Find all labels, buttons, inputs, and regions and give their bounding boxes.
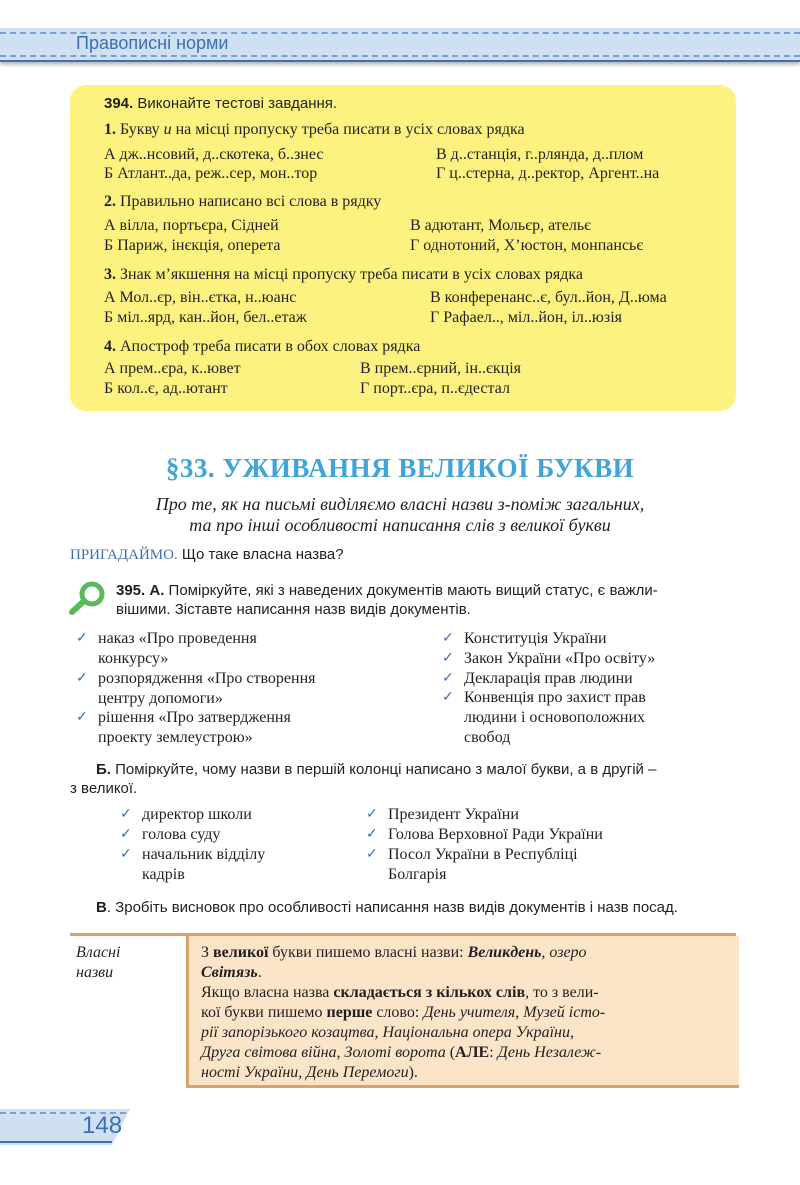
exercise-395-line1 bbox=[116, 581, 658, 600]
check-icon: ✓ bbox=[366, 847, 378, 862]
rule-text: З bbox=[201, 944, 214, 961]
rule-example: , озеро bbox=[541, 944, 587, 961]
check-icon: ✓ bbox=[120, 847, 132, 862]
answer-g: Г однотоний, Х’юстон, монпансьє bbox=[410, 237, 644, 254]
check-icon: ✓ bbox=[442, 671, 454, 686]
list-item: людини і основоположних bbox=[464, 709, 646, 726]
rule-bold: великої bbox=[213, 944, 269, 961]
answer-g: Г ц..стерна, д..ректор, Аргент..на bbox=[436, 165, 660, 182]
rule-bold: АЛЕ bbox=[455, 1044, 490, 1061]
list-item: директор школи bbox=[142, 806, 252, 823]
question-number: 3. bbox=[104, 266, 116, 283]
list-item: голова суду bbox=[142, 826, 221, 843]
answer-g: Г Рафаел.., міл..йон, іл..юзія bbox=[430, 309, 622, 326]
exercise-text: Виконайте тестові завдання. bbox=[137, 95, 338, 112]
question-text: Правильно написано всі слова в рядку bbox=[120, 193, 382, 210]
exercise-395b-line2: з великої. bbox=[70, 780, 138, 797]
rule-text: . bbox=[257, 964, 262, 981]
answer-v: В конференанс..є, бул..йон, Д..юма bbox=[430, 289, 667, 306]
question-4 bbox=[104, 338, 420, 356]
list-item: конкурсу» bbox=[98, 650, 169, 667]
rule-text: букви пишемо власні назви: bbox=[268, 944, 468, 961]
answer-a: А прем..єра, к..ювет bbox=[104, 360, 241, 377]
rule-line bbox=[201, 944, 587, 962]
check-icon: ✓ bbox=[442, 690, 454, 705]
running-header-title: Правописні норми bbox=[76, 33, 229, 53]
header-dash-bottom bbox=[0, 55, 800, 57]
question-text-cont: на місці пропуску треба писати в усіх словах рядка bbox=[175, 121, 525, 138]
list-item: кадрів bbox=[142, 866, 185, 883]
check-icon: ✓ bbox=[76, 710, 88, 725]
list-item: Болгарія bbox=[388, 866, 447, 883]
check-icon: ✓ bbox=[76, 631, 88, 646]
check-icon: ✓ bbox=[366, 807, 378, 822]
running-header bbox=[0, 28, 800, 62]
list-item: рішення «Про затвердження bbox=[98, 709, 291, 726]
question-number: 2. bbox=[104, 193, 116, 210]
list-item: наказ «Про проведення bbox=[98, 630, 257, 647]
rule-text: кої букви пишемо bbox=[201, 1004, 327, 1021]
list-item: Закон України «Про освіту» bbox=[464, 650, 656, 667]
question-3 bbox=[104, 266, 583, 284]
rule-line bbox=[201, 984, 599, 1002]
exercise-394 bbox=[104, 95, 337, 112]
magnifier-icon bbox=[68, 580, 108, 616]
rule-label-line1: Власні bbox=[76, 944, 121, 961]
rule-text: ). bbox=[408, 1064, 418, 1081]
answer-b: Б міл..ярд, кан..йон, бел..етаж bbox=[104, 309, 307, 326]
rule-example: ності України, День Перемоги bbox=[201, 1064, 409, 1081]
answer-b: Б Париж, інєкція, оперета bbox=[104, 237, 281, 254]
answer-a: А Мол..єр, він..єтка, н..юанс bbox=[104, 289, 297, 306]
section-subtitle-line1: Про те, як на письмі виділяємо власні назви з-поміж загальних, bbox=[155, 494, 645, 514]
answer-v: В прем..єрний, ін..єкція bbox=[360, 360, 522, 377]
rule-text: , bbox=[336, 1044, 345, 1061]
rule-line bbox=[201, 964, 262, 982]
rule-text: ( bbox=[445, 1044, 456, 1061]
rule-example: Золоті ворота bbox=[344, 1044, 446, 1061]
answer-a: А вілла, портьєра, Сідней bbox=[104, 217, 279, 234]
list-item: Конституція України bbox=[464, 630, 607, 647]
answer-a: А дж..нсовий, д..скотека, б..знес bbox=[104, 146, 324, 163]
exercise-number: 394. bbox=[104, 95, 134, 112]
rule-example: День учителя bbox=[423, 1004, 516, 1021]
exercise-text: . Зробіть висновок про особливості написання назв видів документів і назв посад. bbox=[106, 899, 678, 916]
check-icon: ✓ bbox=[442, 631, 454, 646]
recall-text: Що таке власна назва? bbox=[181, 546, 344, 563]
list-item: Конвенція про захист прав bbox=[464, 689, 646, 706]
rule-bold: складається з кількох слів bbox=[333, 984, 526, 1001]
rule-text: Якщо власна назва bbox=[201, 984, 334, 1001]
exercise-label: В bbox=[96, 899, 107, 916]
rule-text: слово: bbox=[372, 1004, 424, 1021]
question-2 bbox=[104, 193, 381, 211]
check-icon: ✓ bbox=[442, 651, 454, 666]
rule-box bbox=[70, 933, 736, 1088]
exercise-number: 395. А. bbox=[116, 582, 165, 599]
question-1 bbox=[104, 121, 525, 139]
question-number: 4. bbox=[104, 338, 116, 355]
list-item: проекту землеустрою» bbox=[98, 729, 253, 746]
section-subtitle-line2: та про інші особливості написання слів з великої букви bbox=[189, 515, 611, 535]
exercise-395b-line1 bbox=[96, 760, 656, 779]
section-title: §33. УЖИВАННЯ ВЕЛИКОЇ БУКВИ bbox=[165, 453, 635, 483]
answer-b: Б Атлант..да, реж..сер, мон..тор bbox=[104, 165, 318, 182]
exercise-label: Б. bbox=[96, 761, 111, 778]
list-item: Декларація прав людини bbox=[464, 670, 633, 687]
rule-line bbox=[201, 1024, 574, 1042]
rule-label-line2: назви bbox=[76, 964, 114, 981]
answer-b: Б кол..є, ад..ютант bbox=[104, 380, 228, 397]
list-item: розпорядження «Про створення bbox=[98, 670, 316, 687]
rule-line bbox=[201, 1044, 601, 1062]
list-item: Голова Верховної Ради України bbox=[388, 826, 603, 843]
question-text: Букву bbox=[120, 121, 160, 138]
list-item: центру допомоги» bbox=[98, 690, 223, 707]
rule-text: , bbox=[515, 1004, 524, 1021]
list-item: начальник відділу bbox=[142, 846, 266, 863]
exercise-395v bbox=[96, 898, 678, 917]
question-text: Апостроф треба писати в обох словах рядка bbox=[120, 338, 421, 355]
rule-example: Світязь bbox=[201, 964, 258, 981]
rule-line bbox=[201, 1004, 605, 1022]
rule-example: День Незалеж- bbox=[497, 1044, 602, 1061]
rule-text: , то з вели- bbox=[525, 984, 599, 1001]
page-number: 148 bbox=[82, 1112, 123, 1139]
exercise-text: Поміркуйте, які з наведених документів мають вищий статус, є важли- bbox=[168, 582, 658, 599]
question-text: Знак м’якшення на місці пропуску треба писати в усіх словах рядка bbox=[120, 266, 584, 283]
exercise-text: Поміркуйте, чому назви в першій колонці написано з малої букви, а в другій – bbox=[115, 761, 657, 778]
recall-prompt bbox=[70, 546, 344, 564]
answer-v: В д..станція, г..рлянда, д..плом bbox=[436, 146, 644, 163]
list-item: свобод bbox=[464, 729, 511, 746]
rule-text: : bbox=[489, 1044, 498, 1061]
question-letter: и bbox=[163, 121, 172, 138]
rule-example: рії запорізького козацтва, Національна опера України, bbox=[201, 1024, 574, 1041]
check-icon: ✓ bbox=[366, 827, 378, 842]
rule-label-cell bbox=[70, 936, 186, 1088]
rule-example: Великдень bbox=[467, 944, 542, 961]
check-icon: ✓ bbox=[76, 671, 88, 686]
rule-bold: перше bbox=[326, 1004, 373, 1021]
answer-v: В адютант, Мольєр, ательє bbox=[410, 217, 591, 234]
check-icon: ✓ bbox=[120, 827, 132, 842]
rule-example: Друга світова війна bbox=[201, 1044, 337, 1061]
rule-line bbox=[201, 1064, 418, 1082]
list-item: Посол України в Республіці bbox=[388, 846, 578, 863]
list-item: Президент України bbox=[388, 806, 519, 823]
rule-content-cell bbox=[186, 936, 739, 1088]
question-number: 1. bbox=[104, 121, 116, 138]
exercise-395-line2: вішими. Зіставте написання назв видів документів. bbox=[116, 601, 471, 618]
answer-g: Г порт..єра, п..єдестал bbox=[360, 380, 510, 397]
recall-label: ПРИГАДАЙМО. bbox=[70, 547, 178, 563]
check-icon: ✓ bbox=[120, 807, 132, 822]
rule-example: Музей істо- bbox=[523, 1004, 606, 1021]
